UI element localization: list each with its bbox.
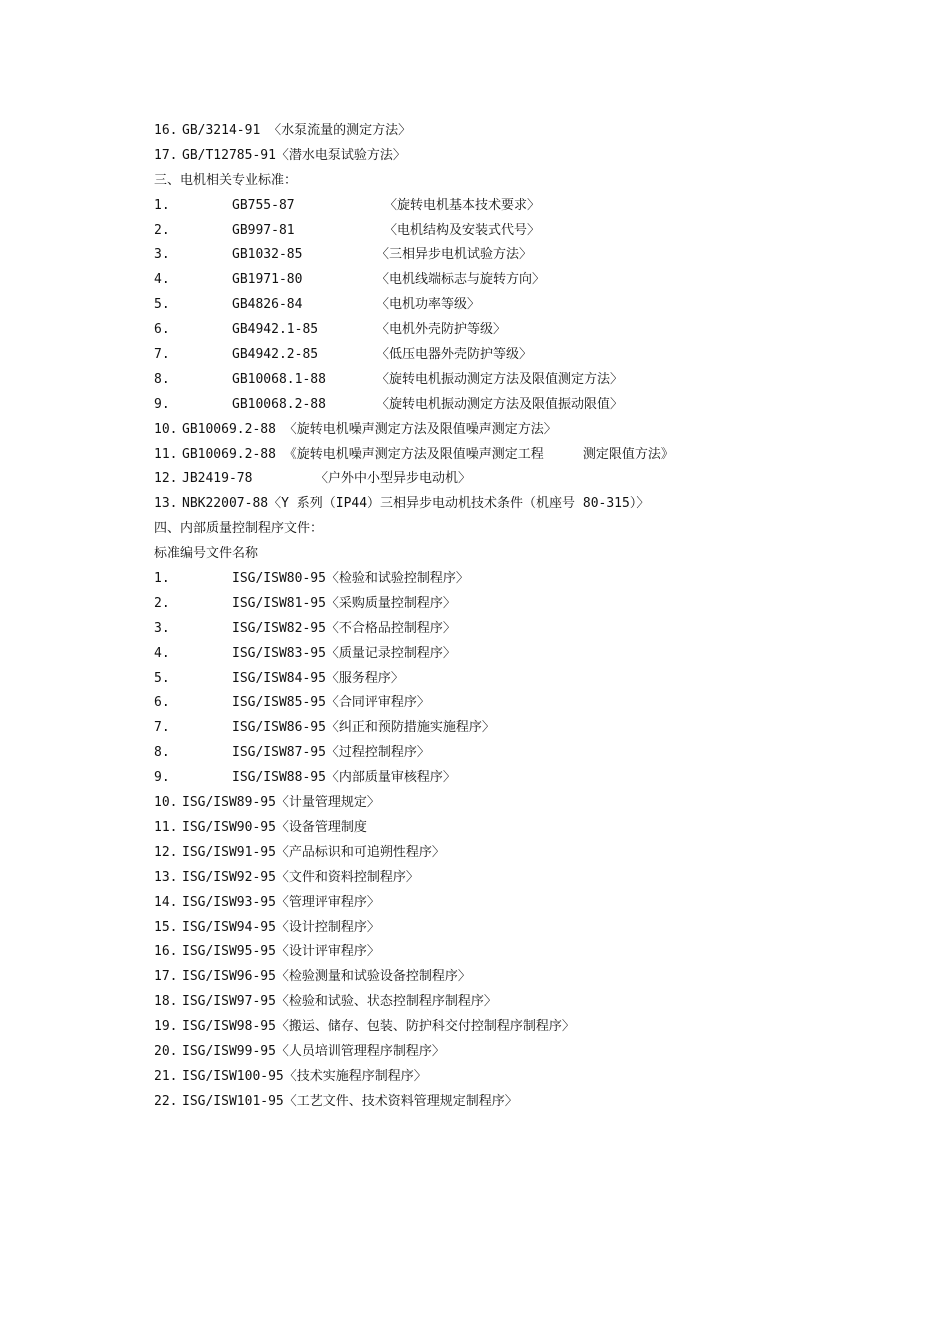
item-text: ISG/ISW101-95〈工艺文件、技术资料管理规定制程序〉 bbox=[182, 1093, 518, 1109]
item-number: 2. bbox=[154, 595, 170, 611]
item-text: ISG/ISW85-95〈合同评审程序〉 bbox=[232, 695, 430, 711]
item-code: GB755-87 bbox=[232, 197, 295, 213]
item-text: GB10069.2-88 〈旋转电机噪声测定方法及限值噪声测定方法〉 bbox=[182, 421, 557, 437]
list-item bbox=[154, 891, 914, 916]
item-text: ISG/ISW88-95〈内部质量审核程序〉 bbox=[232, 770, 456, 786]
list-item bbox=[154, 741, 914, 766]
list-item bbox=[154, 268, 914, 293]
list-item bbox=[154, 343, 914, 368]
list-item bbox=[154, 716, 914, 741]
list-item bbox=[154, 219, 914, 244]
item-code: GB997-81 bbox=[232, 222, 295, 238]
item-title: 〈低压电器外壳防护等级〉 bbox=[376, 347, 533, 363]
item-number: 12. bbox=[154, 471, 178, 487]
item-title: 〈旋转电机振动测定方法及限值振动限值〉 bbox=[376, 396, 624, 412]
item-number: 9. bbox=[154, 770, 170, 786]
item-number: 20. bbox=[154, 1043, 178, 1059]
list-item bbox=[154, 144, 914, 169]
list-item bbox=[154, 443, 914, 468]
item-number: 4. bbox=[154, 645, 170, 661]
item-code: GB4942.2-85 bbox=[232, 347, 319, 363]
item-text: ISG/ISW96-95〈检验测量和试验设备控制程序〉 bbox=[182, 969, 471, 985]
item-number: 11. bbox=[154, 446, 178, 462]
item-text: ISG/ISW86-95〈纠正和预防措施实施程序〉 bbox=[232, 720, 495, 736]
item-number: 16. bbox=[154, 944, 178, 960]
list-item bbox=[154, 194, 914, 219]
item-number: 4. bbox=[154, 272, 170, 288]
item-text: NBK22007-88〈Y 系列（IP44）三相异步电动机技术条件（机座号 80-315）〉 bbox=[182, 496, 650, 512]
item-number: 18. bbox=[154, 994, 178, 1010]
list-item bbox=[154, 1090, 914, 1115]
item-title: 〈三相异步电机试验方法〉 bbox=[376, 247, 533, 263]
item-title: 〈潜水电泵试验方法〉 bbox=[275, 147, 406, 163]
item-number: 7. bbox=[154, 347, 170, 363]
item-number: 6. bbox=[154, 695, 170, 711]
item-code: GB1971-80 bbox=[232, 272, 303, 288]
item-number: 15. bbox=[154, 919, 178, 935]
item-text: ISG/ISW84-95〈服务程序〉 bbox=[232, 670, 404, 686]
item-number: 14. bbox=[154, 894, 178, 910]
list-item bbox=[154, 467, 914, 492]
item-number: 17. bbox=[154, 147, 178, 163]
item-text: ISG/ISW90-95〈设备管理制度 bbox=[182, 819, 367, 835]
item-number: 5. bbox=[154, 670, 170, 686]
list-item bbox=[154, 841, 914, 866]
item-text: ISG/ISW80-95〈检验和试验控制程序〉 bbox=[232, 571, 469, 587]
list-item bbox=[154, 393, 914, 418]
list-item bbox=[154, 642, 914, 667]
item-text: ISG/ISW87-95〈过程控制程序〉 bbox=[232, 745, 430, 761]
section-heading: 三、电机相关专业标准： bbox=[154, 172, 298, 188]
item-code: GB1032-85 bbox=[232, 247, 303, 263]
list-item bbox=[154, 1015, 914, 1040]
list-item bbox=[154, 791, 914, 816]
item-text: ISG/ISW82-95〈不合格品控制程序〉 bbox=[232, 620, 456, 636]
item-code: GB4826-84 bbox=[232, 297, 303, 313]
item-text: ISG/ISW94-95〈设计控制程序〉 bbox=[182, 919, 380, 935]
item-number: 3. bbox=[154, 620, 170, 636]
item-number: 8. bbox=[154, 371, 170, 387]
list-item bbox=[154, 816, 914, 841]
section-subheading: 标准编号文件名称 bbox=[154, 546, 259, 562]
document-body bbox=[154, 119, 914, 1115]
item-number: 21. bbox=[154, 1068, 178, 1084]
item-text: ISG/ISW89-95〈计量管理规定〉 bbox=[182, 795, 380, 811]
list-item bbox=[154, 617, 914, 642]
item-number: 8. bbox=[154, 745, 170, 761]
list-item bbox=[154, 243, 914, 268]
list-item bbox=[154, 866, 914, 891]
list-item bbox=[154, 492, 914, 517]
list-item bbox=[154, 1040, 914, 1065]
item-code: GB10068.1-88 bbox=[232, 371, 326, 387]
item-number: 13. bbox=[154, 496, 178, 512]
item-number: 5. bbox=[154, 297, 170, 313]
item-number: 10. bbox=[154, 795, 178, 811]
list-item bbox=[154, 766, 914, 791]
item-code: GB4942.1-85 bbox=[232, 322, 319, 338]
list-item bbox=[154, 418, 914, 443]
item-number: 22. bbox=[154, 1093, 178, 1109]
item-text: ISG/ISW95-95〈设计评审程序〉 bbox=[182, 944, 380, 960]
item-number: 2. bbox=[154, 222, 170, 238]
item-text: GB10069.2-88 《旋转电机噪声测定方法及限值噪声测定工程 测定限值方法》 bbox=[182, 446, 674, 462]
list-item bbox=[154, 990, 914, 1015]
item-title: 〈旋转电机振动测定方法及限值测定方法〉 bbox=[376, 371, 624, 387]
item-title: 〈电机外壳防护等级〉 bbox=[376, 322, 507, 338]
item-text: ISG/ISW97-95〈检验和试验、状态控制程序制程序〉 bbox=[182, 994, 497, 1010]
item-number: 9. bbox=[154, 396, 170, 412]
item-text: ISG/ISW98-95〈搬运、储存、包装、防护科交付控制程序制程序〉 bbox=[182, 1019, 575, 1035]
list-item bbox=[154, 119, 914, 144]
list-item bbox=[154, 592, 914, 617]
item-title: 〈水泵流量的测定方法〉 bbox=[268, 123, 412, 138]
item-number: 6. bbox=[154, 322, 170, 338]
item-number: 17. bbox=[154, 969, 178, 985]
item-title: 〈电机线端标志与旋转方向〉 bbox=[376, 272, 546, 288]
item-text: ISG/ISW93-95〈管理评审程序〉 bbox=[182, 894, 380, 910]
item-text: ISG/ISW81-95〈采购质量控制程序〉 bbox=[232, 595, 456, 611]
item-text: ISG/ISW92-95〈文件和资料控制程序〉 bbox=[182, 869, 419, 885]
list-item bbox=[154, 293, 914, 318]
list-item bbox=[154, 940, 914, 965]
list-item bbox=[154, 667, 914, 692]
list-item bbox=[154, 1065, 914, 1090]
item-code: GB/3214-91 bbox=[182, 123, 261, 138]
item-number: 7. bbox=[154, 720, 170, 736]
list-item bbox=[154, 567, 914, 592]
item-title: 〈电机功率等级〉 bbox=[376, 297, 481, 313]
item-text: ISG/ISW100-95〈技术实施程序制程序〉 bbox=[182, 1068, 427, 1084]
list-item bbox=[154, 916, 914, 941]
item-text: ISG/ISW99-95〈人员培训管理程序制程序〉 bbox=[182, 1043, 445, 1059]
item-title: 〈旋转电机基本技术要求〉 bbox=[384, 197, 541, 213]
item-text: JB2419-78 〈户外中小型异步电动机〉 bbox=[182, 471, 472, 487]
item-title: 〈电机结构及安装式代号〉 bbox=[384, 222, 541, 238]
item-number: 1. bbox=[154, 197, 170, 213]
list-item bbox=[154, 318, 914, 343]
item-number: 1. bbox=[154, 571, 170, 587]
list-item bbox=[154, 965, 914, 990]
item-number: 3. bbox=[154, 247, 170, 263]
item-code: GB10068.2-88 bbox=[232, 396, 326, 412]
list-item bbox=[154, 691, 914, 716]
item-text: ISG/ISW91-95〈产品标识和可追朔性程序〉 bbox=[182, 844, 445, 860]
item-number: 12. bbox=[154, 844, 178, 860]
item-code: GB/T12785-91 bbox=[182, 147, 276, 163]
list-item bbox=[154, 368, 914, 393]
item-number: 10. bbox=[154, 421, 178, 437]
item-number: 13. bbox=[154, 869, 178, 885]
item-number: 19. bbox=[154, 1019, 178, 1035]
item-number: 11. bbox=[154, 819, 178, 835]
item-text: ISG/ISW83-95〈质量记录控制程序〉 bbox=[232, 645, 456, 661]
section-heading: 四、内部质量控制程序文件： bbox=[154, 521, 324, 537]
item-number: 16. bbox=[154, 123, 178, 138]
